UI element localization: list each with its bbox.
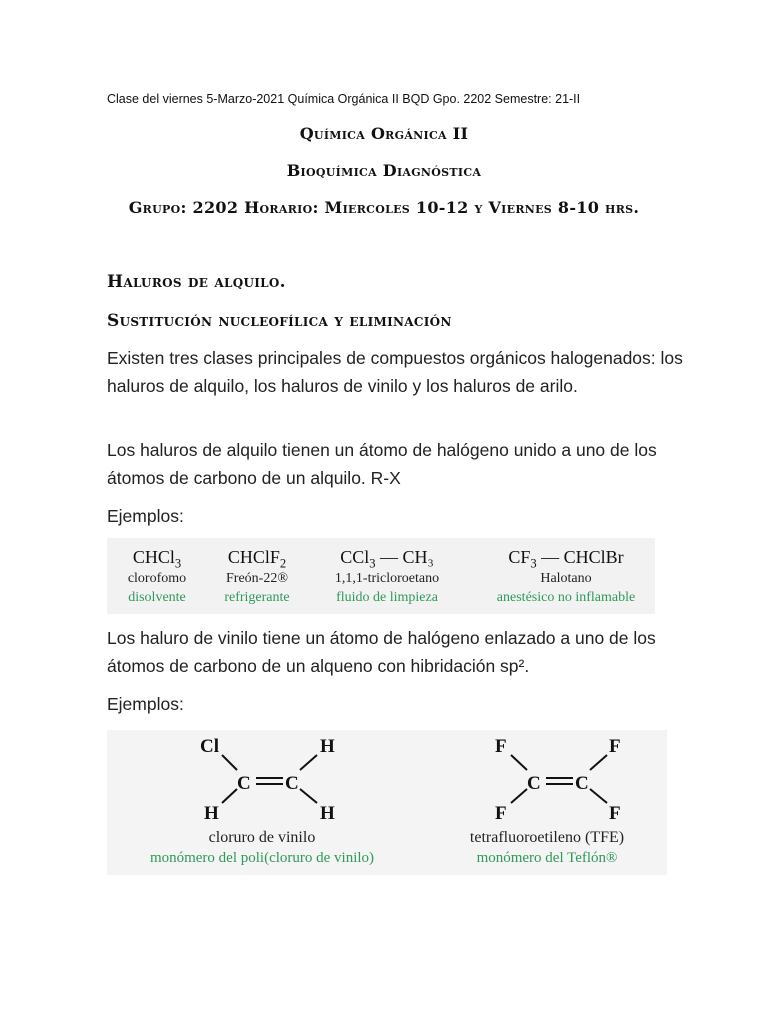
bond-top-left [222,755,237,770]
compound-name: cloruro de vinilo [208,829,316,846]
tfe-structure [427,730,667,868]
schedule-title: Grupo: 2202 Horario: Miercoles 10-12 y Viernes 8-10 hrs. [128,198,640,217]
example-trichloroethane [312,538,462,608]
compound-use: monómero del poli(cloruro de vinilo) [149,850,375,866]
compound-name: tetrafluoroetileno (TFE) [469,829,625,846]
compound-use: anestésico no inflamable [496,590,636,605]
section-heading-alkyl-halides: Haluros de alquilo. [107,272,286,292]
compound-name: Freón-22® [226,571,288,586]
atom-top-right: H [320,736,335,757]
examples-label-2: Ejemplos: [107,694,184,714]
compound-name: Halotano [540,571,592,586]
atom-top-left: Cl [200,736,219,757]
atom-carbon-2: C [575,773,589,794]
formula: CHCl$_3$ [132,547,182,571]
compound-use: disolvente [128,590,186,605]
atom-carbon-2: C [285,773,299,794]
atom-carbon-1: C [527,773,541,794]
atom-bottom-left: F [495,803,507,824]
vinyl-chloride-drawing [107,730,417,828]
example-chloroform [107,538,207,608]
alkyl-examples-figure [107,538,655,614]
tfe-drawing [427,730,667,828]
bond-bottom-right [590,789,607,803]
compound-name: clorofomo [127,571,187,586]
header-line: Clase del viernes 5-Marzo-2021 Química Orgánica II BQD Gpo. 2202 Semestre: 21-II [107,92,581,106]
atom-carbon-1: C [237,773,251,794]
formula: $CF_3$ — CHClBr [508,547,624,571]
bond-bottom-left [511,789,527,803]
bond-top-right [590,755,607,770]
atom-top-left: F [495,736,507,757]
compound-use: fluido de limpieza [336,590,438,605]
bond-top-right [300,755,317,770]
bond-top-left [511,755,527,770]
intro-paragraph: Existen tres clases principales de compuestos orgánicos halogenados: los haluros de alquilo, los haluros de vinilo y los haluros de arilo. [107,348,683,396]
atom-bottom-right: F [609,803,621,824]
example-halothane [477,538,655,608]
program-title: Bioquímica Diagnóstica [286,161,482,180]
bond-bottom-right [300,789,317,803]
atom-top-right: F [609,736,621,757]
vinyl-examples-figure [107,730,667,875]
formula: CCl$_3$ — CH₃ [340,547,434,571]
example-freon-22 [207,538,307,608]
formula: CHClF$_2$ [227,547,287,571]
course-title: Química Orgánica II [299,124,469,143]
compound-name: 1,1,1-tricloroetano [334,571,440,586]
alkyl-halide-paragraph: Los haluros de alquilo tienen un átomo de halógeno unido a uno de los átomos de carbono de un alquilo. R-X [107,440,657,488]
compound-use: refrigerante [224,590,290,605]
vinyl-halide-paragraph: Los haluro de vinilo tiene un átomo de halógeno enlazado a uno de los átomos de carbono de un alqueno con hibridación sp². [107,628,656,676]
bonds [511,755,607,803]
atom-bottom-right: H [320,803,335,824]
examples-label-1: Ejemplos: [107,506,184,526]
compound-use: monómero del Teflón® [476,850,618,866]
bond-bottom-left [222,789,237,803]
vinyl-chloride-structure [107,730,417,868]
section-heading-substitution: Sustitución nucleofílica y eliminación [107,311,452,331]
atom-bottom-left: H [204,803,219,824]
